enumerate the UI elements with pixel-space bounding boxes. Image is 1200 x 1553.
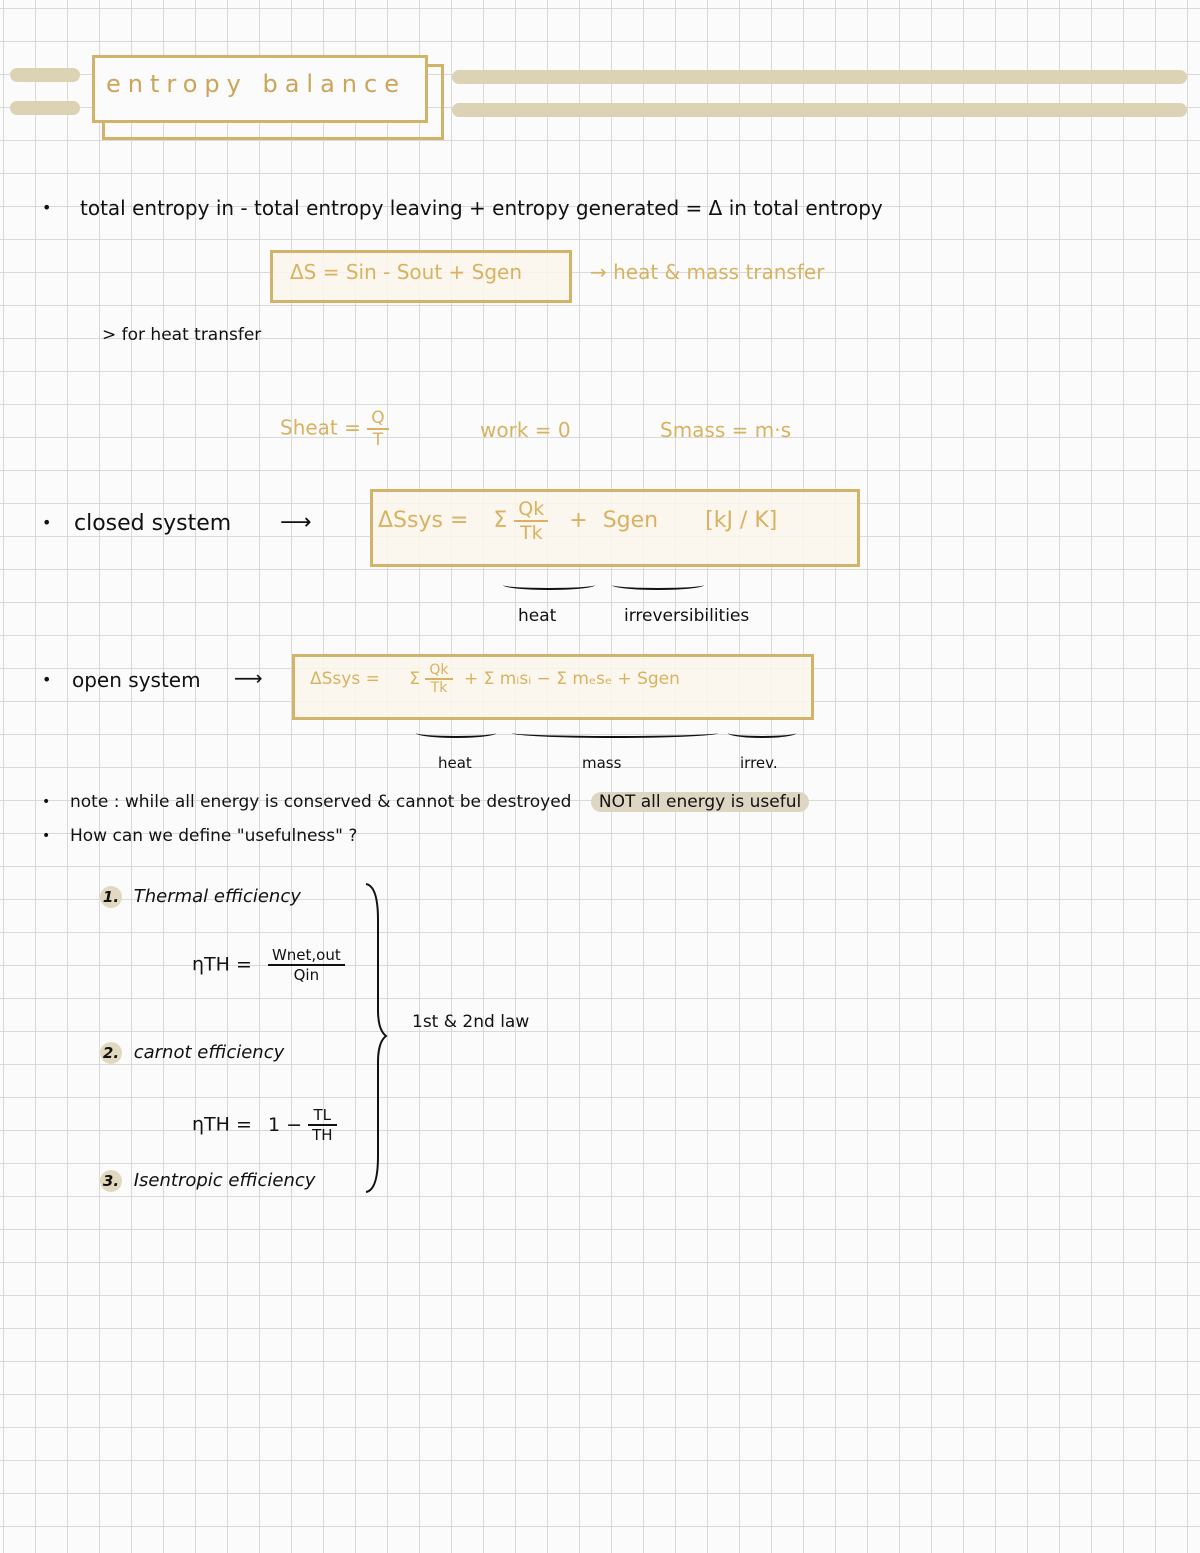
closed-arrow: ⟶ <box>280 510 312 535</box>
closed-bullet: • <box>42 513 52 532</box>
sheat-lhs: Sheat = <box>280 415 361 440</box>
efficiency-2-formula <box>192 1106 337 1144</box>
efficiency-1-formula <box>192 946 345 984</box>
efficiency-3-heading <box>100 1170 315 1192</box>
open-fraction <box>425 662 452 696</box>
open-brace-irrev-label: irrev. <box>740 754 778 772</box>
closed-equation <box>378 498 777 544</box>
open-denominator: Tk <box>430 680 448 696</box>
intro-line: total entropy in - total entropy leaving + entropy generated = Δ in total entropy <box>80 196 883 220</box>
heat-transfer-label: > for heat transfer <box>102 325 262 345</box>
sheat-denominator: T <box>372 430 384 450</box>
efficiency-1-number: 1. <box>100 886 122 908</box>
closed-system-label: closed system <box>74 511 232 536</box>
closed-denominator: Tk <box>519 522 543 544</box>
efficiency-1-fraction <box>268 946 345 984</box>
sheat-term <box>280 408 389 450</box>
note-bullet: • <box>42 794 51 810</box>
efficiency-1-heading <box>100 886 301 908</box>
open-equation <box>310 662 680 696</box>
work-term: work = 0 <box>480 418 571 442</box>
laws-brace <box>362 880 392 1196</box>
efficiency-3-label: Isentropic efficiency <box>133 1170 316 1191</box>
open-numerator: Qk <box>425 662 452 680</box>
efficiency-2-label: carnot efficiency <box>133 1042 285 1063</box>
open-brace-heat <box>416 728 496 738</box>
open-bullet: • <box>42 670 52 689</box>
closed-brace-heat <box>503 580 595 590</box>
closed-fraction <box>514 498 548 544</box>
page-title: entropy balance <box>106 70 406 98</box>
efficiency-2-pre: 1 − <box>267 1113 303 1136</box>
note-line <box>70 792 809 812</box>
open-brace-mass-label: mass <box>582 754 622 772</box>
title-bar-left-1 <box>10 68 80 82</box>
title-bar-left-2 <box>10 101 80 115</box>
closed-plus: + <box>569 508 588 533</box>
open-sigma: Σ <box>409 669 420 689</box>
open-rest: + Σ mᵢsᵢ − Σ mₑsₑ + Sgen <box>463 669 680 689</box>
closed-brace-irrev <box>612 580 704 590</box>
efficiency-2-heading <box>100 1042 284 1064</box>
closed-brace-heat-label: heat <box>518 606 557 626</box>
open-brace-heat-label: heat <box>438 754 472 772</box>
note-highlight: NOT all energy is useful <box>591 792 809 812</box>
question-line: How can we define "usefulness" ? <box>70 826 358 846</box>
open-arrow: ⟶ <box>234 666 263 690</box>
title-bar-right-1 <box>452 70 1187 84</box>
bullet-dot: • <box>42 198 52 217</box>
note-text: note : while all energy is conserved & cannot be destroyed <box>70 792 572 812</box>
efficiency-2-fraction <box>308 1106 336 1144</box>
law-label: 1st & 2nd law <box>412 1012 530 1032</box>
main-equation-note: → heat & mass transfer <box>590 260 825 284</box>
question-bullet: • <box>42 828 51 844</box>
efficiency-1-label: Thermal efficiency <box>133 886 301 907</box>
open-lhs: ΔSsys = <box>310 669 380 689</box>
sheat-fraction <box>367 408 388 450</box>
efficiency-2-number: 2. <box>100 1042 122 1064</box>
open-brace-mass <box>512 728 718 738</box>
closed-lhs: ΔSsys = <box>378 508 469 533</box>
efficiency-2-lhs: ηTH = <box>192 1113 252 1136</box>
efficiency-3-number: 3. <box>100 1170 122 1192</box>
open-brace-irrev <box>728 728 796 738</box>
sheat-numerator: Q <box>367 408 388 430</box>
closed-sigma: Σ <box>493 508 508 533</box>
main-equation: ΔS = Sin - Sout + Sgen <box>290 260 523 284</box>
open-system-label: open system <box>72 668 201 692</box>
title-bar-right-2 <box>452 103 1187 117</box>
efficiency-2-bot: TH <box>312 1126 333 1144</box>
efficiency-1-lhs: ηTH = <box>192 953 252 976</box>
efficiency-2-top: TL <box>308 1106 336 1126</box>
closed-brace-irrev-label: irreversibilities <box>624 606 750 626</box>
efficiency-1-top: Wnet,out <box>268 946 345 966</box>
smass-term: Smass = m·s <box>660 418 792 442</box>
efficiency-1-bot: Qin <box>293 966 320 984</box>
closed-units: [kJ / K] <box>705 508 778 533</box>
closed-numerator: Qk <box>514 498 548 522</box>
closed-sgen: Sgen <box>602 508 659 533</box>
